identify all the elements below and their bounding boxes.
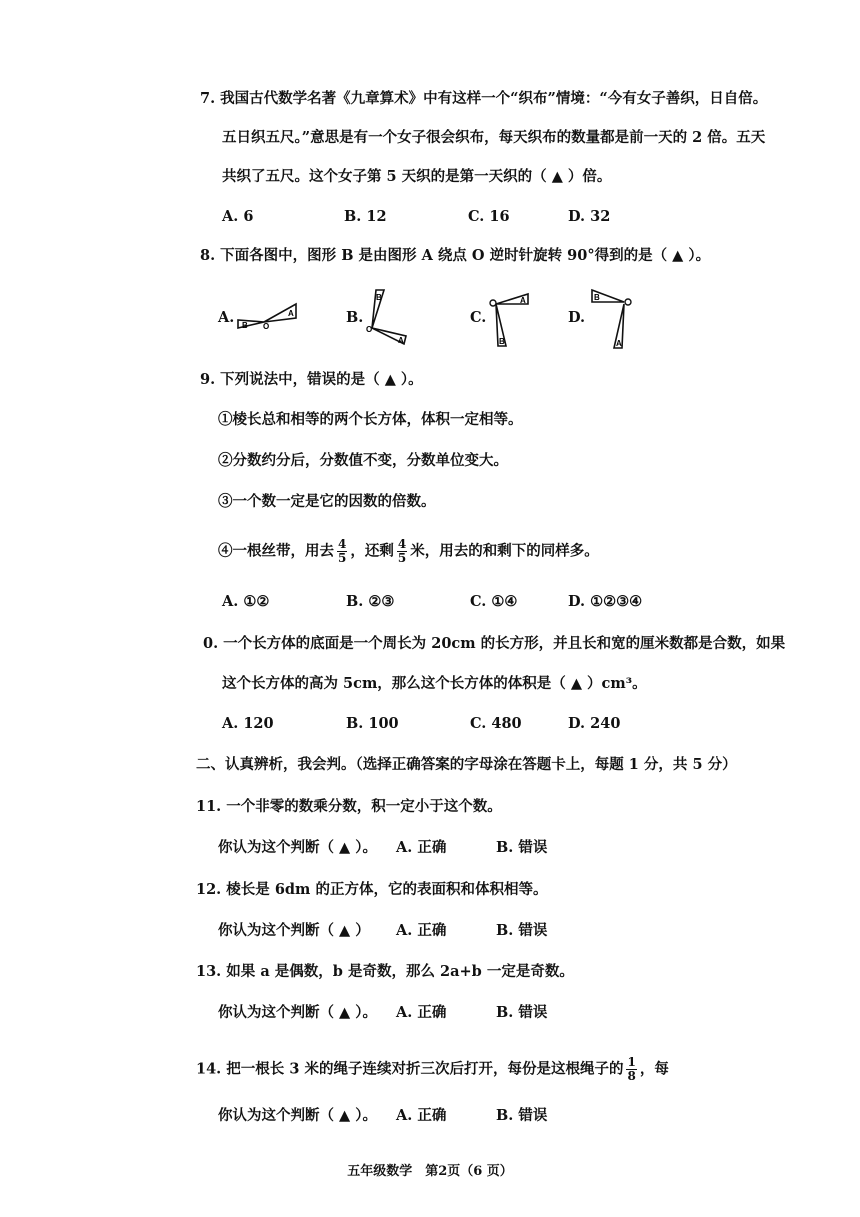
q9-option-d: D. ①②③④	[568, 593, 643, 610]
q8-option-a: A.	[218, 309, 235, 326]
q13-option-b: B. 错误	[496, 1004, 548, 1021]
q8-option-c: C.	[470, 309, 487, 326]
q7-option-c: C. 16	[468, 208, 510, 225]
q7-option-d: D. 32	[568, 208, 611, 225]
q14-judge: 你认为这个判断（ ▲ ）。	[218, 1107, 377, 1124]
q9-statement-2: ②分数约分后，分数值不变，分数单位变大。	[218, 452, 508, 469]
q10-line2: 这个长方体的高为 5cm，那么这个长方体的体积是（ ▲ ）cm³。	[222, 675, 647, 692]
q7-option-b: B. 12	[344, 208, 387, 225]
fig-c-label-a: A	[520, 296, 526, 305]
fig-d-label-b: B	[594, 293, 600, 302]
q10-option-d: D. 240	[568, 715, 621, 732]
q14-text-a: 14. 把一根长 3 米的绳子连续对折三次后打开，每份是这根绳子的	[196, 1060, 624, 1078]
q12-option-a: A. 正确	[396, 922, 447, 939]
q9-option-a: A. ①②	[222, 593, 270, 610]
q10-line1: 0. 一个长方体的底面是一个周长为 20cm 的长方形，并且长和宽的厘米数都是合数，如果	[203, 635, 786, 652]
fig-d-label-a: A	[616, 339, 622, 348]
fraction-4-5-meters: $\frac{4}{5}$	[397, 537, 407, 565]
q7-option-a: A. 6	[222, 208, 254, 225]
q11-option-a: A. 正确	[396, 839, 447, 856]
fig-b-label-o: O	[366, 325, 373, 334]
q9-option-b: B. ②③	[346, 593, 395, 610]
q14-text-b: ，每	[639, 1060, 669, 1078]
fig-b-label-a: A	[398, 336, 404, 345]
q12-judge: 你认为这个判断（ ▲ ）	[218, 922, 370, 939]
q13-judge: 你认为这个判断（ ▲ ）。	[218, 1004, 377, 1021]
fig-a-label-a: A	[288, 309, 294, 318]
section-2-title: 二、认真辨析，我会判。（选择正确答案的字母涂在答题卡上，每题 1 分，共 5 分）	[196, 756, 737, 773]
q9-statement-1: ①棱长总和相等的两个长方体，体积一定相等。	[218, 411, 523, 428]
fig-a-label-o: O	[263, 322, 270, 331]
fig-a-label-b: B	[242, 321, 248, 330]
q8-option-d: D.	[568, 309, 586, 326]
q8-figure-c	[488, 290, 532, 348]
q10-option-c: C. 480	[470, 715, 522, 732]
q9-line1: 9. 下列说法中，错误的是（ ▲ ）。	[200, 371, 423, 388]
q9-statement-3: ③一个数一定是它的因数的倍数。	[218, 493, 436, 510]
q12-option-b: B. 错误	[496, 922, 548, 939]
q13-option-a: A. 正确	[396, 1004, 447, 1021]
q7-line2: 五日织五尺。”意思是有一个女子很会织布，每天织布的数量都是前一天的 2 倍。五天	[222, 129, 766, 146]
q14-option-b: B. 错误	[496, 1107, 548, 1124]
q10-option-b: B. 100	[346, 715, 399, 732]
q8-line1: 8. 下面各图中，图形 B 是由图形 A 绕点 O 逆时针旋转 90°得到的是（ ▲ ）。	[200, 247, 711, 264]
q9-s4-text-c: 米，用去的和剩下的同样多。	[410, 542, 599, 560]
fig-c-label-b: B	[499, 337, 505, 346]
q11-line1: 11. 一个非零的数乘分数，积一定小于这个数。	[196, 798, 502, 815]
q9-s4-text-a: ④一根丝带，用去	[218, 542, 334, 560]
q7-line3: 共织了五尺。这个女子第 5 天织的是第一天织的（ ▲ ）倍。	[222, 168, 612, 185]
q8-option-b: B.	[346, 309, 364, 326]
q9-s4-text-b: ，还剩	[350, 542, 394, 560]
q8-figure-a	[236, 298, 300, 332]
q11-option-b: B. 错误	[496, 839, 548, 856]
q11-judge: 你认为这个判断（ ▲ ）。	[218, 839, 377, 856]
q7-line1: 7. 我国古代数学名著《九章算术》中有这样一个“织布”情境：“今有女子善织，日自倍。	[200, 90, 768, 107]
q9-option-c: C. ①④	[470, 593, 518, 610]
q9-statement-4	[218, 538, 599, 565]
q14-option-a: A. 正确	[396, 1107, 447, 1124]
fig-b-label-b: B	[376, 293, 382, 302]
q12-line1: 12. 棱长是 6dm 的正方体，它的表面积和体积相等。	[196, 881, 548, 898]
q8-figure-b	[364, 288, 410, 346]
fraction-4-5: $\frac{4}{5}$	[338, 537, 347, 565]
q10-option-a: A. 120	[222, 715, 274, 732]
q13-line1: 13. 如果 a 是偶数，b 是奇数，那么 2a+b 一定是奇数。	[196, 963, 574, 980]
q8-figure-d	[588, 288, 636, 350]
q14-line1	[196, 1056, 669, 1083]
page-footer: 五年级数学 第2页（6 页）	[347, 1164, 513, 1179]
fraction-1-8: $\frac{1}{8}$	[627, 1055, 636, 1083]
